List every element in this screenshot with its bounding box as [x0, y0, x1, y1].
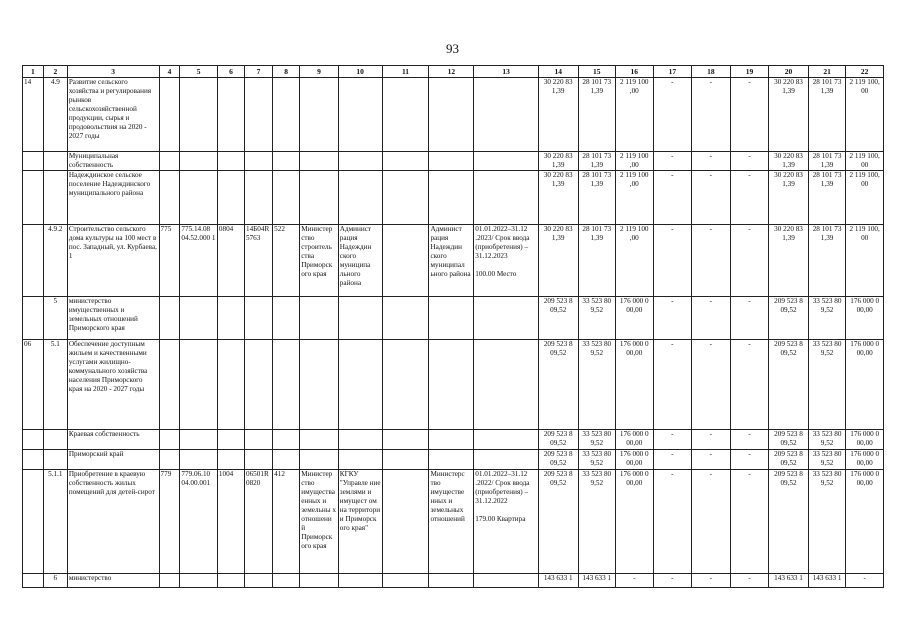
- table-cell: -: [653, 297, 692, 340]
- table-cell: [338, 574, 382, 588]
- table-cell: -: [653, 574, 692, 588]
- table-cell: 775: [159, 225, 180, 297]
- table-cell: 33 523 80 9,52: [578, 340, 616, 430]
- table-cell: Развитие сельского хозяйства и регулирования рынков сельскохозяйственной продукции, сырья и продовольствия на 2020 - 2027 годы: [67, 78, 159, 152]
- table-cell: Краевая собственность: [67, 430, 159, 450]
- table-cell: [159, 152, 180, 171]
- column-header: 4: [159, 66, 180, 78]
- table-cell: 143 633 1: [538, 574, 578, 588]
- table-cell: -: [616, 574, 654, 588]
- table-cell: Обеспечение доступным жильем и качественными услугами жилищно-коммунального хозяйства населения Приморского края на 2020 - 2027 годы: [67, 340, 159, 430]
- table-cell: 33 523 80 9,52: [808, 430, 846, 450]
- table-cell: [300, 574, 339, 588]
- table-cell: [180, 171, 218, 225]
- table-cell: Приобретение в краевую собственность жилых помещений для детей-сирот: [67, 470, 159, 574]
- table-cell: -: [730, 574, 769, 588]
- table-cell: 5.1: [43, 340, 67, 430]
- table-cell: 30 220 83 1,39: [769, 152, 809, 171]
- table-cell: -: [730, 78, 769, 152]
- table-cell: [429, 297, 474, 340]
- table-cell: 176 000 0 00,00: [616, 340, 654, 430]
- table-cell: [43, 430, 67, 450]
- table-cell: [273, 340, 300, 430]
- table-row: [23, 78, 884, 152]
- table-row: [23, 450, 884, 470]
- table-cell: 30 220 83 1,39: [538, 171, 578, 225]
- table-cell: 2 119 100 ,00: [616, 171, 654, 225]
- column-header: 16: [616, 66, 654, 78]
- table-cell: 30 220 83 1,39: [769, 78, 809, 152]
- table-cell: 176 000 0 00,00: [846, 340, 884, 430]
- table-cell: [382, 450, 429, 470]
- table-cell: [159, 450, 180, 470]
- column-header: 6: [217, 66, 244, 78]
- table-cell: 176 000 0 00,00: [846, 470, 884, 574]
- table-cell: [273, 574, 300, 588]
- table-cell: [429, 78, 474, 152]
- table-cell: [382, 152, 429, 171]
- table-row: [23, 470, 884, 574]
- table-cell: 28 101 73 1,39: [578, 171, 616, 225]
- table-cell: 412: [273, 470, 300, 574]
- budget-table: [22, 65, 884, 588]
- table-cell: 176 000 0 00,00: [846, 450, 884, 470]
- table-cell: Админист рация Надеждин ского муниципал ьного района: [429, 225, 474, 297]
- table-cell: [474, 340, 539, 430]
- table-cell: 176 000 0 00,00: [616, 297, 654, 340]
- table-cell: 28 101 73 1,39: [578, 78, 616, 152]
- table-cell: 209 523 8 09,52: [538, 470, 578, 574]
- column-header: 8: [273, 66, 300, 78]
- table-cell: Строительство сельского дома культуры на 100 мест в пос. Западный, ул. Курбаева, 1: [67, 225, 159, 297]
- table-cell: -: [730, 340, 769, 430]
- table-cell: [382, 574, 429, 588]
- table-cell: 6: [43, 574, 67, 588]
- table-cell: [300, 430, 339, 450]
- table-cell: [382, 470, 429, 574]
- table-cell: [273, 152, 300, 171]
- column-header: 20: [769, 66, 809, 78]
- table-cell: [300, 297, 339, 340]
- table-cell: -: [692, 152, 731, 171]
- table-row: [23, 430, 884, 450]
- page-number: 93: [446, 41, 459, 56]
- table-cell: -: [846, 574, 884, 588]
- table-cell: [159, 430, 180, 450]
- table-cell: [429, 340, 474, 430]
- table-cell: [23, 297, 44, 340]
- table-cell: 28 101 73 1,39: [808, 225, 846, 297]
- table-cell: 779.06.10 04.00.001: [180, 470, 218, 574]
- table-cell: [300, 450, 339, 470]
- table-cell: [338, 78, 382, 152]
- table-cell: [474, 574, 539, 588]
- table-cell: [338, 152, 382, 171]
- table-cell: 143 633 1: [578, 574, 616, 588]
- table-cell: 522: [273, 225, 300, 297]
- table-cell: [23, 430, 44, 450]
- column-header: 14: [538, 66, 578, 78]
- table-cell: [217, 297, 244, 340]
- table-cell: 209 523 8 09,52: [769, 450, 809, 470]
- table-row: [23, 225, 884, 297]
- table-cell: [474, 297, 539, 340]
- table-cell: -: [653, 78, 692, 152]
- table-cell: [474, 171, 539, 225]
- table-cell: [159, 297, 180, 340]
- table-cell: 2 119 100, 00: [846, 78, 884, 152]
- table-cell: [244, 430, 272, 450]
- table-row: [23, 340, 884, 430]
- table-cell: [217, 574, 244, 588]
- table-cell: [429, 152, 474, 171]
- table-cell: 5.1.1: [43, 470, 67, 574]
- table-cell: 33 523 80 9,52: [808, 340, 846, 430]
- table-cell: 143 633 1: [808, 574, 846, 588]
- table-cell: -: [653, 450, 692, 470]
- table-cell: Министерс тво имуществе нных и земельных отношений: [429, 470, 474, 574]
- table-cell: [474, 450, 539, 470]
- table-cell: 176 000 0 00,00: [846, 297, 884, 340]
- table-cell: -: [730, 225, 769, 297]
- table-cell: [217, 152, 244, 171]
- table-cell: [159, 340, 180, 430]
- table-row: [23, 171, 884, 225]
- table-cell: [180, 430, 218, 450]
- table-cell: 176 000 0 00,00: [616, 470, 654, 574]
- table-cell: -: [692, 470, 731, 574]
- table-cell: -: [653, 430, 692, 450]
- column-header: 10: [338, 66, 382, 78]
- table-cell: 30 220 83 1,39: [769, 171, 809, 225]
- table-cell: 176 000 0 00,00: [616, 430, 654, 450]
- table-cell: [474, 152, 539, 171]
- table-cell: 30 220 83 1,39: [538, 152, 578, 171]
- table-cell: 209 523 8 09,52: [538, 430, 578, 450]
- table-cell: 0804: [217, 225, 244, 297]
- table-cell: [244, 450, 272, 470]
- table-cell: [23, 171, 44, 225]
- table-cell: министерство: [67, 574, 159, 588]
- table-cell: 143 633 1: [769, 574, 809, 588]
- column-header: 22: [846, 66, 884, 78]
- table-cell: [474, 78, 539, 152]
- column-header: 21: [808, 66, 846, 78]
- table-cell: Админист рация Надеждин ского муниципа льного района: [338, 225, 382, 297]
- table-cell: -: [692, 171, 731, 225]
- table-cell: 209 523 8 09,52: [538, 297, 578, 340]
- table-cell: 775.14.08 04.52.000 1: [180, 225, 218, 297]
- table-cell: -: [692, 340, 731, 430]
- table-cell: [382, 297, 429, 340]
- table-cell: [338, 450, 382, 470]
- table-cell: [23, 470, 44, 574]
- table-cell: [43, 171, 67, 225]
- table-cell: [244, 297, 272, 340]
- table-cell: [429, 171, 474, 225]
- table-cell: [300, 78, 339, 152]
- table-cell: -: [653, 152, 692, 171]
- table-cell: [159, 574, 180, 588]
- table-cell: 28 101 73 1,39: [578, 152, 616, 171]
- table-cell: Министер ство строитель ства Приморск ого края: [300, 225, 339, 297]
- table-cell: 5: [43, 297, 67, 340]
- table-cell: 33 523 80 9,52: [808, 297, 846, 340]
- table-cell: [180, 297, 218, 340]
- table-cell: [180, 152, 218, 171]
- column-header: 1: [23, 66, 44, 78]
- table-cell: [23, 574, 44, 588]
- table-cell: 2 119 100 ,00: [616, 78, 654, 152]
- table-cell: министерство имущественных и земельных отношений Приморского края: [67, 297, 159, 340]
- table-row: [23, 574, 884, 588]
- table-cell: -: [730, 171, 769, 225]
- table-cell: 14: [23, 78, 44, 152]
- table-cell: 33 523 80 9,52: [578, 297, 616, 340]
- table-cell: 2 119 100 ,00: [616, 152, 654, 171]
- table-cell: [217, 171, 244, 225]
- table-cell: 1004: [217, 470, 244, 574]
- table-cell: [180, 78, 218, 152]
- table-cell: [217, 450, 244, 470]
- table-cell: [300, 171, 339, 225]
- table-cell: 30 220 83 1,39: [769, 225, 809, 297]
- column-header: 18: [692, 66, 731, 78]
- table-cell: [23, 225, 44, 297]
- table-cell: -: [692, 225, 731, 297]
- table-cell: Министер ство имущества енных и земельны х отношени й Приморск ого края: [300, 470, 339, 574]
- column-header: 5: [180, 66, 218, 78]
- table-cell: КГКУ "Управле ние землями и имущест ом на территори и Приморск ого края": [338, 470, 382, 574]
- table-cell: 33 523 80 9,52: [808, 450, 846, 470]
- table-cell: [273, 450, 300, 470]
- table-cell: [244, 340, 272, 430]
- table-cell: 28 101 73 1,39: [578, 225, 616, 297]
- table-cell: 2 119 100, 00: [846, 225, 884, 297]
- table-cell: [180, 574, 218, 588]
- table-cell: -: [653, 171, 692, 225]
- table-cell: [244, 171, 272, 225]
- table-cell: 28 101 73 1,39: [808, 171, 846, 225]
- table-cell: -: [692, 450, 731, 470]
- table-cell: 30 220 83 1,39: [538, 225, 578, 297]
- table-cell: [338, 171, 382, 225]
- column-header: 9: [300, 66, 339, 78]
- table-row: [23, 152, 884, 171]
- table-cell: [23, 152, 44, 171]
- table-cell: 14Б04R 5763: [244, 225, 272, 297]
- table-cell: 209 523 8 09,52: [538, 340, 578, 430]
- table-cell: [429, 450, 474, 470]
- table-cell: [382, 430, 429, 450]
- table-cell: 176 000 0 00,00: [616, 450, 654, 470]
- table-cell: 33 523 80 9,52: [578, 450, 616, 470]
- column-header: 2: [43, 66, 67, 78]
- table-cell: 28 101 73 1,39: [808, 78, 846, 152]
- table-cell: 779: [159, 470, 180, 574]
- table-cell: [273, 297, 300, 340]
- table-cell: -: [730, 152, 769, 171]
- table-cell: [180, 340, 218, 430]
- table-cell: [338, 430, 382, 450]
- table-cell: [43, 450, 67, 470]
- column-header: 7: [244, 66, 272, 78]
- table-cell: [300, 340, 339, 430]
- column-header: 3: [67, 66, 159, 78]
- table-cell: [244, 152, 272, 171]
- table-cell: -: [653, 225, 692, 297]
- table-cell: 2 119 100, 00: [846, 152, 884, 171]
- table-cell: [217, 340, 244, 430]
- table-cell: -: [653, 470, 692, 574]
- table-header-row: [23, 66, 884, 78]
- table-cell: 209 523 8 09,52: [769, 430, 809, 450]
- table-row: [23, 297, 884, 340]
- table-cell: [244, 78, 272, 152]
- table-cell: [338, 297, 382, 340]
- column-header: 15: [578, 66, 616, 78]
- table-cell: 28 101 73 1,39: [808, 152, 846, 171]
- table-cell: 2 119 100 ,00: [616, 225, 654, 297]
- table-cell: -: [730, 297, 769, 340]
- table-cell: 2 119 100, 00: [846, 171, 884, 225]
- table-cell: [300, 152, 339, 171]
- column-header: 19: [730, 66, 769, 78]
- table-cell: 33 523 80 9,52: [578, 470, 616, 574]
- table-cell: 4.9.2: [43, 225, 67, 297]
- table-cell: -: [692, 78, 731, 152]
- table-cell: Муниципальная собственность: [67, 152, 159, 171]
- table-cell: [429, 574, 474, 588]
- table-cell: [382, 340, 429, 430]
- table-cell: [273, 430, 300, 450]
- table-cell: [474, 430, 539, 450]
- column-header: 13: [474, 66, 539, 78]
- table-cell: [382, 171, 429, 225]
- table-cell: [159, 171, 180, 225]
- table-cell: [382, 225, 429, 297]
- table-cell: 209 523 8 09,52: [769, 470, 809, 574]
- column-header: 17: [653, 66, 692, 78]
- table-cell: [159, 78, 180, 152]
- table-cell: -: [692, 430, 731, 450]
- table-cell: [382, 78, 429, 152]
- table-cell: 209 523 8 09,52: [769, 340, 809, 430]
- table-cell: 06: [23, 340, 44, 430]
- table-cell: [338, 340, 382, 430]
- table-cell: 01.01.2022–31.12 .2022/ Срок ввода (приобретения) – 31.12.2022 179.00 Квартира: [474, 470, 539, 574]
- table-cell: -: [730, 470, 769, 574]
- table-cell: Надеждинское сельское поселение Надеждинского муниципального района: [67, 171, 159, 225]
- table-cell: -: [653, 340, 692, 430]
- table-cell: [273, 78, 300, 152]
- table-cell: [180, 450, 218, 470]
- table-cell: [429, 430, 474, 450]
- table-cell: 01.01.2022–31.12 .2023/ Срок ввода (приобретения) – 31.12.2023 100.00 Место: [474, 225, 539, 297]
- table-cell: 33 523 80 9,52: [808, 470, 846, 574]
- table-cell: 30 220 83 1,39: [538, 78, 578, 152]
- table-cell: 176 000 0 00,00: [846, 430, 884, 450]
- table-cell: [43, 152, 67, 171]
- column-header: 11: [382, 66, 429, 78]
- column-header: 12: [429, 66, 474, 78]
- table-cell: [217, 78, 244, 152]
- table-cell: -: [730, 450, 769, 470]
- table-cell: -: [692, 574, 731, 588]
- table-cell: [273, 171, 300, 225]
- table-cell: 33 523 80 9,52: [578, 430, 616, 450]
- table-cell: 209 523 8 09,52: [538, 450, 578, 470]
- table-cell: [23, 450, 44, 470]
- table-cell: 06501R 0820: [244, 470, 272, 574]
- table-cell: -: [730, 430, 769, 450]
- table-cell: -: [692, 297, 731, 340]
- table-cell: [217, 430, 244, 450]
- table-cell: [244, 574, 272, 588]
- table-cell: 209 523 8 09,52: [769, 297, 809, 340]
- table-cell: 4.9: [43, 78, 67, 152]
- table-cell: Приморский край: [67, 450, 159, 470]
